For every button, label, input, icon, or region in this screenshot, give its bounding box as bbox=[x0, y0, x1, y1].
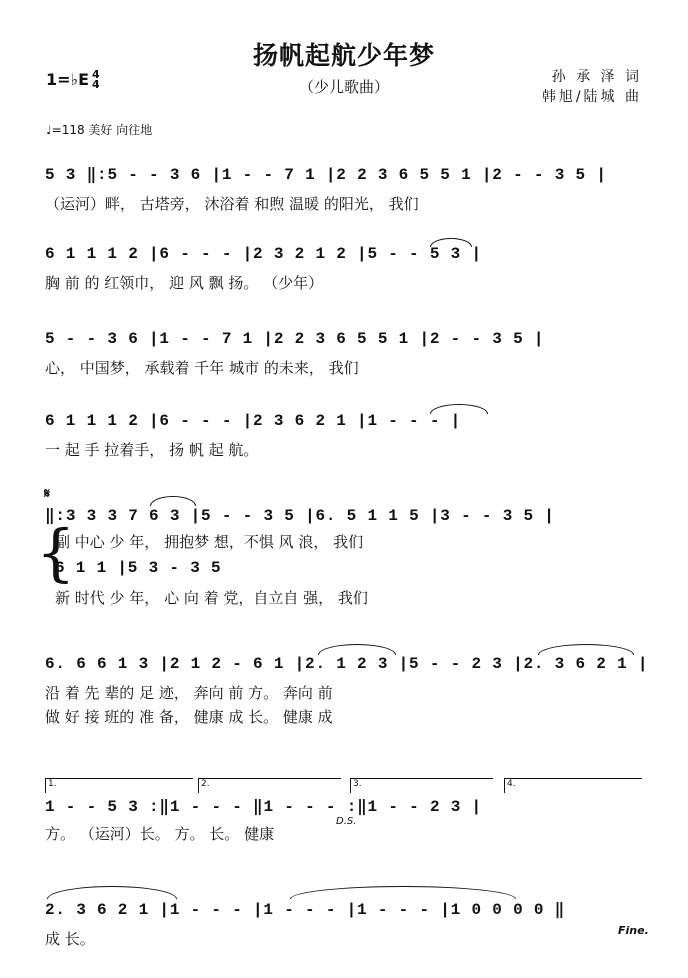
slur bbox=[538, 644, 634, 655]
lyricist-credit: 孙 承 泽 词 bbox=[551, 69, 642, 85]
tempo-marking: ♩=118 美好 向往地 bbox=[46, 123, 153, 137]
lyric-row-1: （运河）畔， 古塔旁， 沐浴着 和煦 温暖 的阳光， 我们 bbox=[45, 195, 419, 213]
lyric-row-3: 心， 中国梦， 承载着 千年 城市 的未来， 我们 bbox=[45, 359, 359, 377]
slur bbox=[47, 886, 177, 899]
lyric-row-8: 成 长。 bbox=[45, 930, 95, 948]
verse-brace: { bbox=[36, 516, 76, 589]
lyric-row-5a: 副 中心 少 年， 拥抱梦 想，不惧 风 浪， 我们 bbox=[55, 533, 364, 551]
time-bottom: 4 bbox=[92, 78, 100, 91]
lyric-row-6b: 做 好 接 班的 准 备， 健康 成 长。 健康 成 bbox=[45, 708, 333, 726]
notation-row-7: 1 - - 5 3 :‖1 - - - ‖1 - - - :‖1 - - 2 3 | bbox=[45, 798, 482, 816]
notation-row-3: 5 - - 3 6 |1 - - 7 1 |2 2 3 6 5 5 1 |2 - - 3 5 | bbox=[45, 330, 545, 348]
lyric-row-5b: 新 时代 少 年， 心 向 着 党，自立自 强， 我们 bbox=[55, 589, 368, 607]
notation-row-2: 6 1 1 1 2 |6 - - - |2 3 2 1 2 |5 - - 5 3 | bbox=[45, 245, 482, 263]
segno-sign: 𝄋 bbox=[44, 486, 51, 502]
tie bbox=[290, 886, 516, 899]
lyric-row-4: 一 起 手 拉着手， 扬 帆 起 航。 bbox=[45, 441, 259, 459]
key-label: 1=♭E bbox=[46, 70, 90, 89]
notation-row-1: 5 3 ‖:5 - - 3 6 |1 - - 7 1 |2 2 3 6 5 5 1 |2 - - 3 5 | bbox=[45, 166, 607, 184]
key-signature bbox=[46, 68, 100, 91]
volta-3: 3. bbox=[350, 778, 493, 793]
volta-4: 4. bbox=[504, 778, 642, 793]
slur bbox=[430, 238, 472, 247]
time-top: 4 bbox=[92, 68, 100, 81]
notation-row-5-alt: 6 1 1 |5 3 - 3 5 bbox=[55, 559, 222, 577]
slur bbox=[150, 496, 196, 506]
notation-row-5: ‖:3 3 3 7 6 3 |5 - - 3 5 |6. 5 1 1 5 |3 - - 3 5 | bbox=[45, 507, 555, 525]
volta-2: 2. bbox=[198, 778, 341, 793]
song-subtitle: （少儿歌曲） bbox=[298, 78, 389, 96]
composer-credit: 韩旭/陆城 曲 bbox=[541, 89, 642, 105]
notation-row-8: 2. 3 6 2 1 |1 - - - |1 - - - |1 - - - |1 0 0 0 0 ‖ bbox=[45, 901, 566, 919]
fine-marking: Fine. bbox=[618, 924, 649, 937]
slur bbox=[318, 644, 396, 655]
notation-row-6: 6. 6 6 1 3 |2 1 2 - 6 1 |2. 1 2 3 |5 - - 2 3 |2. 3 6 2 1 | bbox=[45, 655, 649, 673]
song-title: 扬帆起航少年梦 bbox=[252, 41, 435, 70]
time-signature bbox=[92, 70, 100, 90]
lyric-row-6a: 沿 着 先 辈的 足 迹， 奔向 前 方。 奔向 前 bbox=[45, 684, 333, 702]
volta-1: 1. bbox=[45, 778, 193, 793]
dal-segno: D.S. bbox=[336, 816, 357, 827]
slur bbox=[430, 404, 488, 414]
lyric-row-2: 胸 前 的 红领巾， 迎 风 飘 扬。 （少年） bbox=[45, 274, 324, 292]
lyric-row-7: 方。 （运河）长。 方。 长。 健康 bbox=[45, 825, 275, 843]
notation-row-4: 6 1 1 1 2 |6 - - - |2 3 6 2 1 |1 - - - | bbox=[45, 412, 462, 430]
